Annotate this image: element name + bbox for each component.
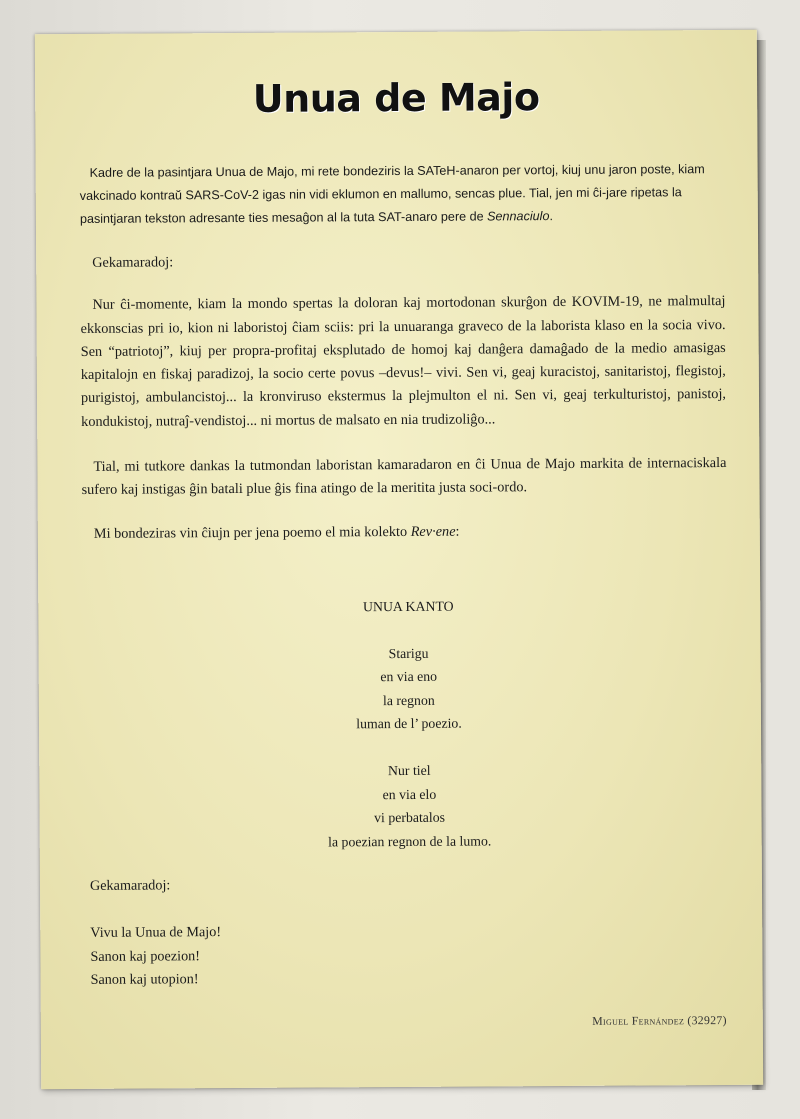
body-paragraph-2: Tial, mi tutkore dankas la tutmondan laboristan kamaradaron en ĉi Unua de Majo markita de internaciskala sufero kaj instigas ĝin batali plue ĝis fina atingo de la meritita justa soci-ordo. xyxy=(81,455,727,499)
paragraph-3-text: Mi bondeziras vin ĉiujn per jena poemo el mia kolekto xyxy=(93,523,411,542)
poem-line: la regnon xyxy=(382,692,435,708)
closing-line: Vivu la Unua de Majo! xyxy=(90,924,222,941)
letter-body xyxy=(80,248,727,546)
body-greeting: Gekamaradoj: xyxy=(92,254,174,271)
poem-line: vi perbatalos xyxy=(374,809,446,826)
poem-line: en via elo xyxy=(382,786,437,802)
poem-title: UNUA KANTO xyxy=(362,598,454,615)
paper-page xyxy=(35,30,763,1089)
poem-stanza-1 xyxy=(39,639,780,738)
paragraph-3-end: : xyxy=(455,523,460,540)
closing xyxy=(90,872,491,992)
poem-line: Starigu xyxy=(388,645,429,661)
closing-greeting: Gekamaradoj: xyxy=(89,877,171,894)
intro-text: Kadre de la pasintjara Unua de Majo, mi rete bondeziris la SATeH-anaron per vortoj, kiuj unu jaron poste, kiam vakcinado kontraŭ SARS-CoV-2 igas nin vidi eklumon en mallumo, sencas plue. Tial, jen mi ĉi-jare ripetas la pasintjaran tekston adresante ties mesaĝon al la tuta SAT-anaro pere de xyxy=(79,162,705,226)
body-paragraph-3 xyxy=(82,519,727,546)
poem-line: luman de l’ poezio. xyxy=(356,715,462,732)
collection-title: Rev·ene xyxy=(410,523,456,540)
intro-paragraph xyxy=(80,158,724,231)
intro-end: . xyxy=(549,209,553,224)
closing-line: Sanon kaj poezion! xyxy=(90,947,200,965)
poem-line: la poezian regnon de la lumo. xyxy=(328,833,492,850)
closing-line: Sanon kaj utopion! xyxy=(90,971,199,988)
intro-publication: Sennaciulo xyxy=(487,209,550,224)
poem xyxy=(38,593,780,856)
page-title: Unua de Majo xyxy=(252,75,540,121)
poem-line: Nur tiel xyxy=(387,762,431,779)
body-paragraph-1: Nur ĉi-momente, kiam la mondo spertas la doloran kaj mortodonan skurĝon de KOVIM-19, ne malmultaj ekkonscias pri io, kion ni laboristoj ĉiam sciis: pri la unuaranga graveco de la laborista klaso en la socia vivo. Sen “patriotoj”, kiuj per propra-profitaj eksplutado de homoj kaj danĝera damaĝado de la medio amasigas kapitalojn en fiskaj paradizoj, la socio certe povus –devus!– vivi. Sen vi, geaj kuracistoj, sanitaristoj, flegistoj, purigistoj, ambulancistoj... la kronviruso ekstermus la plejmulton el ni. Sen vi, geaj terkulturistoj, panistoj, kondukistoj, nutraĵ-vendistoj... ni mortus de malsato en nia trudizoliĝo... xyxy=(80,293,727,430)
poem-line: en via eno xyxy=(380,668,438,685)
author-signature: Miguel Fernández (32927) xyxy=(592,1013,727,1028)
poem-stanza-2 xyxy=(39,757,780,856)
